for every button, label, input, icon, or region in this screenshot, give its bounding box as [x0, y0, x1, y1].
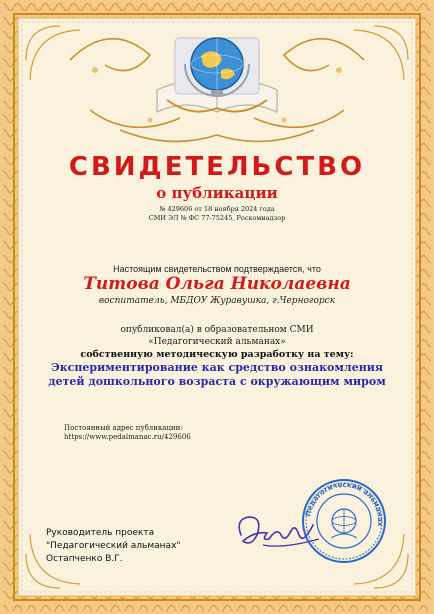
confirmation-text: Настоящим свидетельством подтверждается, что — [113, 264, 321, 274]
signatory-project: "Педагогический альманах" — [46, 541, 181, 551]
topic-line-2: детей дошкольного возраста с окружающим миром — [48, 375, 386, 388]
topic-line-1: Экспериментирование как средство ознакомления — [50, 361, 384, 374]
recipient-name: Титова Ольга Николаевна — [83, 274, 351, 294]
published-in-text: опубликовал(а) в образовательном СМИ — [120, 325, 314, 335]
media-registration: СМИ ЭЛ № ФС 77-75245, Роскомнадзор — [148, 214, 286, 222]
certificate-number: № 429606 от 18 ноября 2024 года — [159, 205, 275, 213]
publication-url[interactable]: https://www.pedalmanac.ru/429606 — [64, 433, 191, 441]
signatory-role: Руководитель проекта — [46, 528, 155, 538]
certificate-title: СВИДЕТЕЛЬСТВО — [68, 152, 366, 182]
publication-topic — [40, 361, 394, 389]
topic-intro: собственную методическую разработку на тему: — [80, 349, 354, 360]
stamp-text: Педагогический альманах — [304, 480, 385, 527]
signatory-block — [46, 527, 181, 566]
signatory-name: Остапченко В.Г. — [46, 554, 123, 564]
almanac-name: «Педагогический альманах» — [148, 337, 286, 347]
certificate-subtitle: о публикации — [156, 184, 278, 202]
globe-book-emblem — [147, 20, 287, 120]
recipient-position: воспитатель, МБДОУ Журавушка, г.Черногорск — [98, 296, 336, 306]
address-label: Постоянный адрес публикации: — [64, 424, 183, 432]
official-stamp — [301, 478, 387, 564]
